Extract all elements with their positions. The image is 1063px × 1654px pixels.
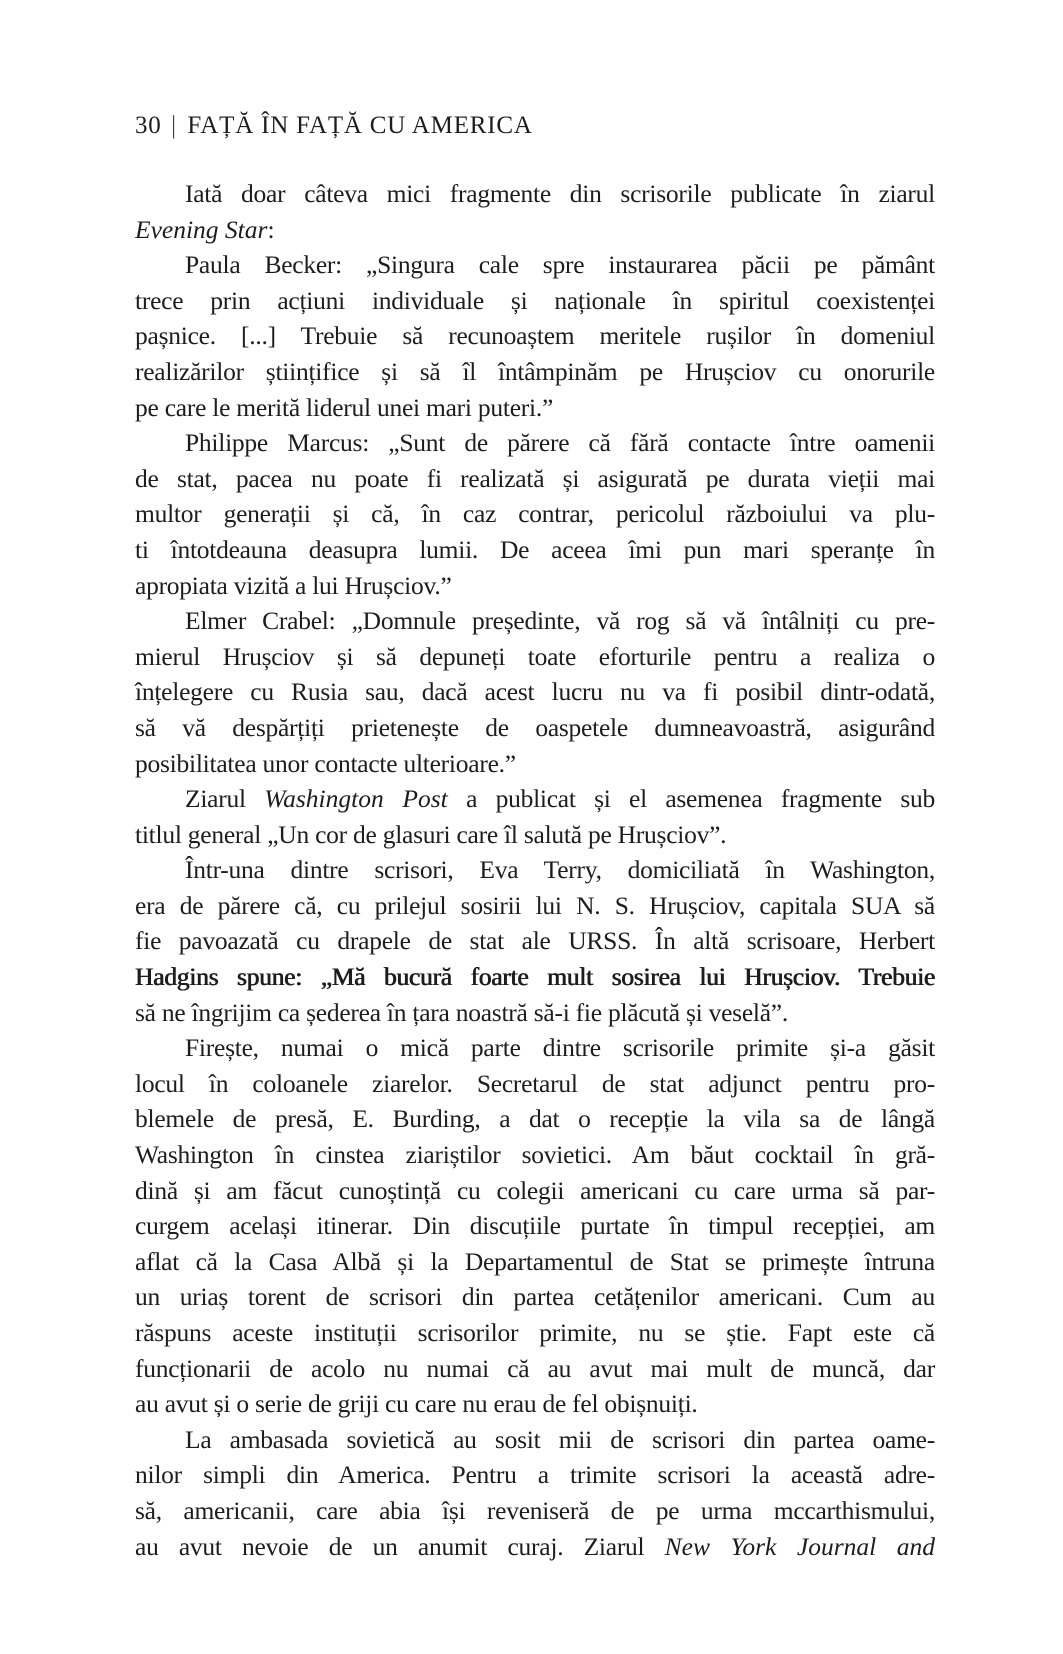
text-line (135, 1066, 935, 1102)
text-line (135, 1279, 935, 1315)
text-run: Ziarul (185, 784, 265, 814)
text-line (135, 354, 935, 390)
text-line (135, 496, 935, 532)
text-run: curgem același itinerar. Din discuțiile purtate în timpul recepției, am (135, 1211, 935, 1241)
page-header (135, 112, 533, 140)
text-run: dină și am făcut cunoștință cu colegii americani cu care urma să par- (135, 1175, 935, 1205)
header-separator: | (171, 112, 176, 139)
text-run: Washington în cinstea ziariștilor sovietici. Am băut cocktail în gră- (135, 1140, 935, 1170)
text-run: aflat că la Casa Albă și la Departamentul de Stat se primește întruna (135, 1246, 935, 1276)
text-run: era de părere că, cu prilejul sosirii lui N. S. Hrușciov, capitala SUA să (135, 890, 935, 920)
newspaper-title: New York Journal and (664, 1531, 935, 1561)
text-line (135, 923, 935, 959)
text-line (135, 1493, 935, 1529)
text-run: La ambasada sovietică au sosit mii de scrisori din partea oame- (185, 1424, 935, 1454)
text-run: Într-una dintre scrisori, Eva Terry, domiciliată în Washington, (185, 855, 935, 885)
text-run: înțelegere cu Rusia sau, dacă acest lucru nu va fi posibil dintr-odată, (135, 677, 935, 707)
text-line (135, 1386, 935, 1422)
text-run: ti întotdeauna deasupra lumii. De aceea îmi pun mari speranțe în (135, 534, 935, 564)
text-run: multor generații și că, în caz contrar, pericolul războiului va plu- (135, 499, 935, 529)
text-run: nilor simpli din America. Pentru a trimite scrisori la această adre- (135, 1460, 935, 1490)
text-run: de stat, pacea nu poate fi realizată și asigurată pe durata vieții mai (135, 463, 935, 493)
text-run: răspuns aceste instituții scrisorilor primite, nu se știe. Fapt este că (135, 1318, 935, 1347)
text-line (135, 1244, 935, 1280)
paragraph (135, 425, 935, 603)
text-run: să, americanii, care abia își reveniseră de pe urma mccarthismului, (135, 1495, 935, 1525)
text-line (135, 390, 935, 426)
text-run: Paula Becker: „Singura cale spre instaurarea păcii pe pământ (185, 250, 935, 280)
paragraph (135, 1422, 935, 1564)
text-run: un uriaș torent de scrisori din partea cetățenilor americani. Cum au (135, 1282, 935, 1312)
text-run: Iată doar câteva mici fragmente din scrisorile publicate în ziarul (185, 179, 935, 208)
text-run: realizărilor științifice și să îl întâmpinăm pe Hrușciov cu onorurile (135, 356, 935, 386)
text-run: apropiata vizită a lui Hrușciov.” (135, 570, 452, 600)
text-run: titlul general „Un cor de glasuri care îl salută pe Hrușciov”. (135, 819, 727, 849)
text-line (135, 1457, 935, 1493)
paragraph (135, 603, 935, 781)
paragraph (135, 1030, 935, 1422)
paragraph (135, 781, 935, 852)
text-line (135, 1173, 935, 1209)
text-run: fie pavoazată cu drapele de stat ale URSS. În altă scrisoare, Herbert (135, 926, 935, 956)
text-run: locul în coloanele ziarelor. Secretarul de stat adjunct pentru pro- (135, 1068, 935, 1098)
text-line (135, 781, 935, 817)
text-run: Elmer Crabel: „Domnule președinte, vă rog să vă întâlniți cu pre- (185, 606, 935, 636)
text-run: au avut și o serie de griji cu care nu erau de fel obișnuiți. (135, 1389, 698, 1419)
text-line (135, 888, 935, 924)
text-line (135, 461, 935, 497)
text-line (135, 603, 935, 639)
text-line (135, 568, 935, 604)
text-line (135, 639, 935, 675)
text-run: a publicat și el asemenea fragmente sub (447, 784, 935, 814)
text-line (135, 959, 935, 995)
text-run: blemele de presă, E. Burding, a dat o recepție la vila sa de lângă (135, 1104, 935, 1134)
text-line (135, 532, 935, 568)
text-run: posibilitatea unor contacte ulterioare.” (135, 748, 516, 778)
text-line (135, 995, 935, 1031)
paragraph (135, 247, 935, 425)
paragraph (135, 852, 935, 1030)
page-number: 30 (135, 112, 162, 139)
text-line (135, 1351, 935, 1387)
text-line (135, 674, 935, 710)
text-run: Firește, numai o mică parte dintre scrisorile primite și-a găsit (185, 1033, 935, 1063)
newspaper-title: Washington Post (264, 784, 448, 814)
text-run: Philippe Marcus: „Sunt de părere că fără contacte între oamenii (185, 428, 935, 458)
page-text (135, 176, 935, 1564)
text-run: funcționarii de acolo nu numai că au avut mai mult de muncă, dar (135, 1353, 935, 1383)
text-line (135, 425, 935, 461)
text-run: să ne îngrijim ca șederea în țara noastră să-i fie plăcută și veselă”. (135, 997, 788, 1027)
paragraph (135, 176, 935, 247)
text-line (135, 1137, 935, 1173)
text-line (135, 247, 935, 283)
text-run: Hadgins spune: „Mă bucură foarte mult sosirea lui Hrușciov. Trebuie (135, 962, 935, 992)
text-line (135, 1101, 935, 1137)
text-run: pe care le merită liderul unei mari puteri.” (135, 392, 554, 422)
running-title: FAȚĂ ÎN FAȚĂ CU AMERICA (187, 112, 533, 139)
text-line (135, 710, 935, 746)
text-line (135, 817, 935, 853)
text-line (135, 1529, 935, 1565)
text-line (135, 1030, 935, 1066)
text-run: mierul Hrușciov și să depuneți toate eforturile pentru a realiza o (135, 641, 935, 671)
text-line (135, 1208, 935, 1244)
text-line (135, 1422, 935, 1458)
text-line (135, 212, 935, 248)
text-run: pașnice. [...] Trebuie să recunoaștem meritele rușilor în domeniul (135, 321, 935, 351)
text-line (135, 1315, 935, 1351)
text-line (135, 318, 935, 354)
text-run: trece prin acțiuni individuale și naționale în spiritul coexistenței (135, 285, 935, 315)
text-line (135, 746, 935, 782)
text-line (135, 283, 935, 319)
text-run: să vă despărțiți prietenește de oaspetele dumneavoastră, asigurând (135, 712, 935, 742)
text-line (135, 852, 935, 888)
text-run: : (267, 214, 275, 244)
text-run: au avut nevoie de un anumit curaj. Ziarul (135, 1531, 665, 1561)
text-line (135, 176, 935, 212)
newspaper-title: Evening Star (135, 214, 268, 244)
